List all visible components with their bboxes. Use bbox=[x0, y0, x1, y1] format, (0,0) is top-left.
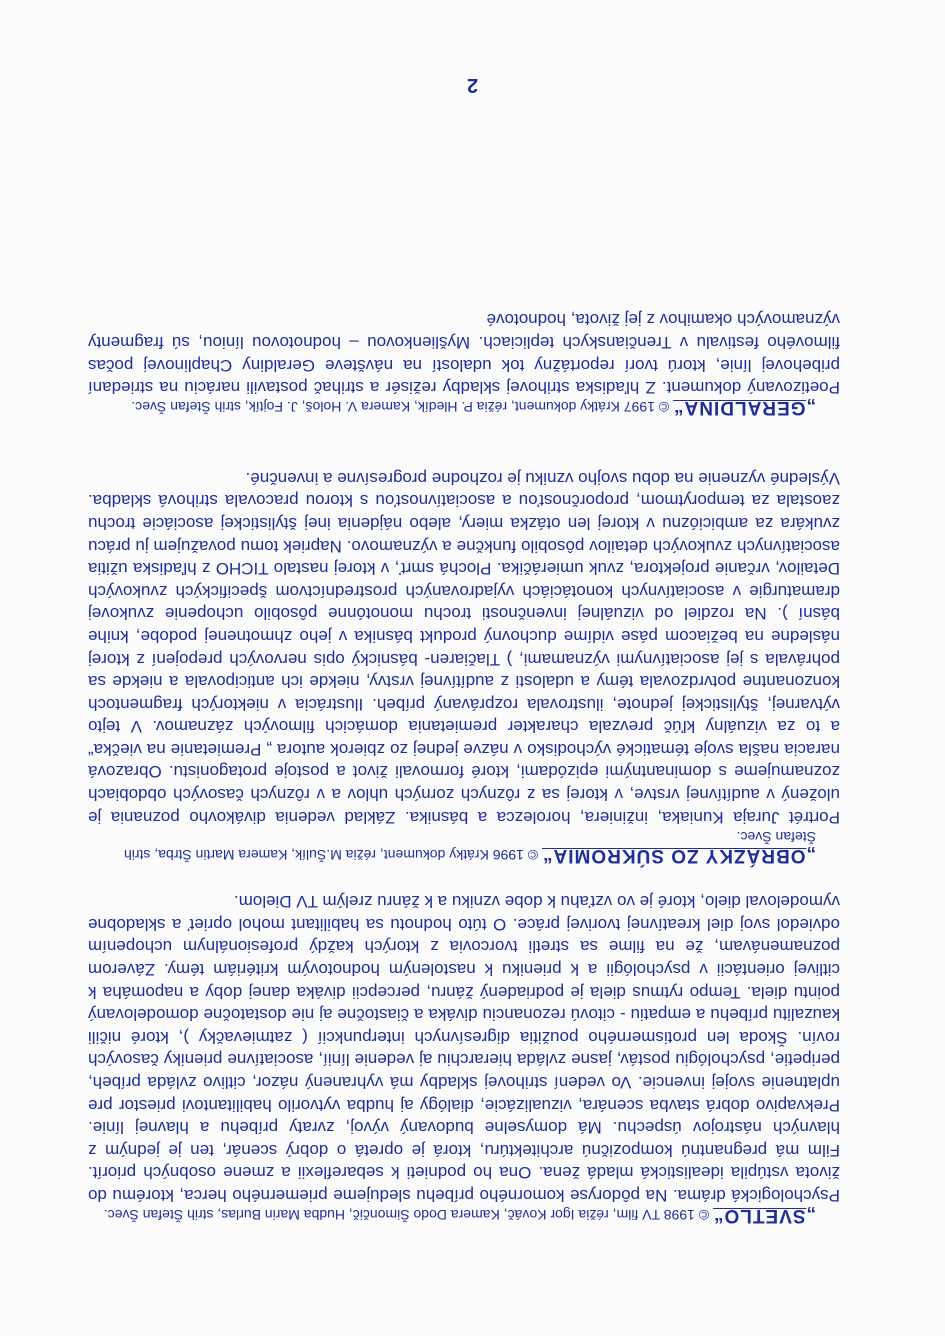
entry-body: Portrét Juraja Kuniaka, inžiniera, horolezca a básnika. Základ vedenia divákovho poznania je uložený v audítívnej vrstve, v ktorej sa z rôznych zorných uhlov a v rôznych časových obdobiach zoznamujeme s dominantnými epizódami, ktoré formovali život a postoje protagonistu. Obrazová naracia našla svoje tématické východisko v názve jednej zo zbierok autora „ Premietanie na viečka“ a to za vizuálny kľúč prevzala charakter premietania domácich filmových záznamov. V tejto výtvarnej, štylistickej jednote, ilustrovala rozprávaný príbeh. Ilustrácia v niektorých fragmentoch konzonantne potvrdzovala témy a udalosti z audítívnej vrstvy, niekde ich anticipovala a niekde sa pohrávala s jej asociatívnymi významami, ) Tlačiaren- básnický opis nervových prepojení z ktorej následne na bežiacom páse vidíme duchovný produkt básnika v jeho zhmotnenej podobe, knihe básní ). Na rozdiel od vizuálnej invenčnosti trochu monotónne pôsobilo uchopenie zvukovej dramaturgie v asociatívnych konotáciách vyjadrovaných prostredníctvom špecifických zvukových Detailov, vrčanie projektora, zvuk umieráčika. Plochá smrť, v ktorej nastalo TICHO z hľadiska užitia asociatívnych zvukových detailov pôsobilo funkčne a významovo. Napriek tomu považujem ju prácu zvukára za ambicióznu v ktorej len otázka miery, alebo nájdenia inej štylistickej asociácie trochu zaostala za temporytmom, proporčnosťou a asociatívnosťou s ktorou pracovala strihová skladba. Výsledné vyznenie na dobu svojho vzniku je rozhodne progresívne a invenčné. bbox=[88, 468, 840, 827]
entry-heading bbox=[88, 397, 816, 419]
entry-body: Poetizovaný dokument. Z hľadiska strihovej skladby režisér a strihač postavili naráciu na striedaní pribehovej línie, ktorú tvorí reportážny tok udalostí na návšteve Geraldiny Chaplinovej počas filmového festivalu v Trenčianskych tepliciach. Myšlienkovou – hodnotovou líniou, sú fragmenty významových okamihov z jej života, hodnotové bbox=[88, 310, 840, 398]
entry-credits: © 1996 Krátky dokument, réžia M.Šulík, Kamera Martin Štrba, strih Štefan Švec. bbox=[123, 828, 816, 863]
entry-credits: © 1997 Krátky dokument, réžia P. Hledík, Kamera V. Hološ, J. Fojtík, strih Štefan Švec. bbox=[131, 399, 674, 416]
entry-geraldina bbox=[88, 308, 840, 419]
entry-title: „OBRÁZKY ZO SÚKROMIA“ bbox=[542, 844, 816, 866]
entry-body: Psychologická dráma. Na pôdoryse komorného príbehu sledujeme priemerného herca, ktorému do života vstúpila idealistická mladá žena. Ona ho podnieti k sebareflexii a zmene osobných priorít. Film má pregnantnú kompozičnú architektúru, ktorá je opretá o dobrý scenár, ten je jedným z hlavných nástrojov úspechu. Má domyselne budovaný vývoj, zvraty príbehu a hlavnej línie. Prekvapivo dobrá stavba scenára, vizualizácie, dialógy aj hudba vytvorilo habilitantovi priestor pre uplatnenie svojej invencie. Vo vedení strihovej skladby má vyhranený názor, citlivo zvláda príbeh, peripetie, psychológiu postáv, jasne zvláda hierarchiu aj vedenie línií, asociatívne prieniky časových rovín. Škoda len protismerného použitia digresívnych interpunkcií ( zatmievačky ), ktoré ničili kauzalitu príbehu a empatiu - citovú rezonanciu diváka a čiastočne aj nie dostatočne domodelovaný pointu diela. Tempo rytmus diela je podriadený žánru, percepcii diváka danej doby a napomáha k citlivej orientácii v psychológii a k prieniku k nastoleným hodnotovým kritériám témy. Záverom poznamenávam, že na filme sa stretli tvorcovia z ktorých každý profesionálnym uchopením odviedol svoj diel kreatívnej tvorivej práce. O túto hodnotu sa habilitant mohol oprieť a skladobne vymodeloval dielo, ktoré je vo vzťahu k dobe vzniku a k žánru zrelým TV Dielom. bbox=[88, 892, 840, 1205]
entry-title: „GERALDINA“ bbox=[673, 397, 816, 419]
document-content bbox=[88, 308, 840, 1224]
entry-heading bbox=[88, 1206, 816, 1224]
entry-obrazky bbox=[88, 466, 840, 864]
entry-credits: © 1998 TV film, réžia Igor Kováč, Kamera Dodo Šimončič, Hudba Marin Burlas, strih Štefan Švec. bbox=[103, 1207, 713, 1223]
entry-heading bbox=[88, 828, 816, 864]
entry-svetlo bbox=[88, 890, 840, 1224]
entry-title: „SVETLO“ bbox=[712, 1205, 816, 1226]
page-number: 2 bbox=[466, 74, 479, 96]
